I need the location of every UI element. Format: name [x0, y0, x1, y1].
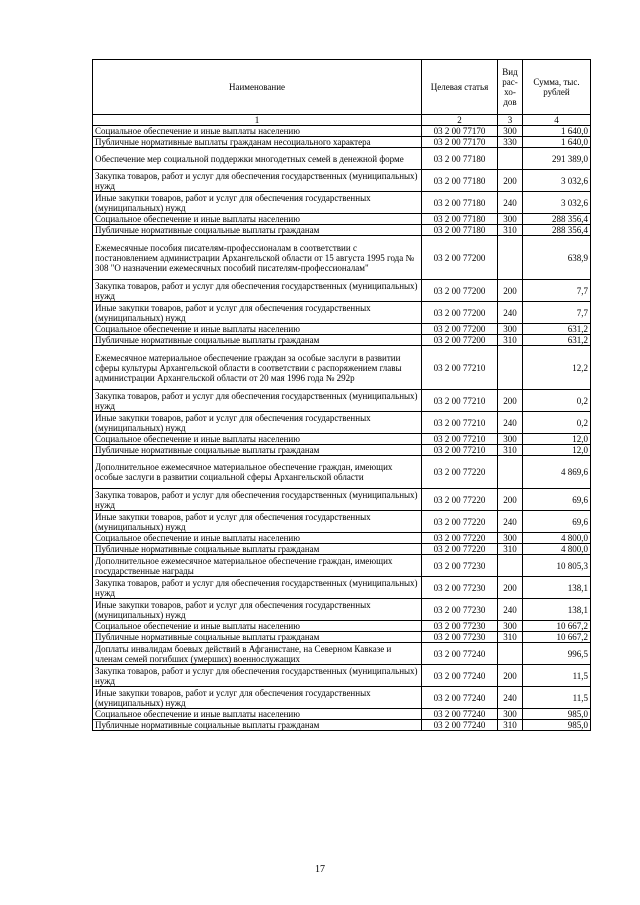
table-row	[93, 709, 591, 720]
table-row	[93, 280, 591, 302]
row-kind	[498, 236, 523, 280]
row-name: Социальное обеспечение и иные выплаты населению	[93, 434, 422, 445]
row-name: Публичные нормативные выплаты гражданам несоциального характера	[93, 137, 422, 148]
row-kind: 240	[498, 599, 523, 621]
row-code: 03 2 00 77210	[422, 346, 498, 390]
row-sum: 4 869,6	[523, 456, 591, 489]
row-code: 03 2 00 77220	[422, 544, 498, 555]
row-code: 03 2 00 77230	[422, 599, 498, 621]
row-sum: 69,6	[523, 511, 591, 533]
row-sum: 985,0	[523, 720, 591, 731]
table-row	[93, 511, 591, 533]
table-row	[93, 390, 591, 412]
row-kind: 300	[498, 214, 523, 225]
row-code: 03 2 00 77170	[422, 137, 498, 148]
row-sum: 7,7	[523, 302, 591, 324]
row-name: Иные закупки товаров, работ и услуг для обеспечения государственных (муниципальных) нужд	[93, 511, 422, 533]
row-name: Социальное обеспечение и иные выплаты населению	[93, 324, 422, 335]
row-kind: 300	[498, 126, 523, 137]
row-sum: 11,5	[523, 687, 591, 709]
row-code: 03 2 00 77240	[422, 643, 498, 665]
row-code: 03 2 00 77220	[422, 489, 498, 511]
row-name: Публичные нормативные социальные выплаты гражданам	[93, 720, 422, 731]
row-kind: 240	[498, 687, 523, 709]
row-code: 03 2 00 77210	[422, 445, 498, 456]
table-row	[93, 665, 591, 687]
row-sum: 138,1	[523, 599, 591, 621]
table-row	[93, 577, 591, 599]
row-code: 03 2 00 77230	[422, 621, 498, 632]
table-row	[93, 544, 591, 555]
table-row	[93, 687, 591, 709]
row-name: Ежемесячное материальное обеспечение граждан за особые заслуги в развитии сферы культуры Архангельской области в соответствии с распоряжением главы администрации Архангельской области от 20 мая 1996 года № 292р	[93, 346, 422, 390]
row-kind	[498, 643, 523, 665]
row-code: 03 2 00 77220	[422, 511, 498, 533]
table-row	[93, 225, 591, 236]
row-kind: 200	[498, 665, 523, 687]
table-row	[93, 324, 591, 335]
row-code: 03 2 00 77240	[422, 709, 498, 720]
table-row	[93, 555, 591, 577]
row-sum: 12,0	[523, 434, 591, 445]
row-sum: 996,5	[523, 643, 591, 665]
row-name: Социальное обеспечение и иные выплаты населению	[93, 709, 422, 720]
row-kind: 310	[498, 445, 523, 456]
row-sum: 291 389,0	[523, 148, 591, 170]
table-row	[93, 214, 591, 225]
table-row	[93, 720, 591, 731]
row-sum: 4 800,0	[523, 533, 591, 544]
row-sum: 3 032,6	[523, 192, 591, 214]
row-code: 03 2 00 77180	[422, 170, 498, 192]
row-code: 03 2 00 77240	[422, 665, 498, 687]
row-code: 03 2 00 77180	[422, 192, 498, 214]
row-kind: 200	[498, 280, 523, 302]
row-code: 03 2 00 77170	[422, 126, 498, 137]
row-name: Закупка товаров, работ и услуг для обеспечения государственных (муниципальных) нужд	[93, 577, 422, 599]
row-kind: 310	[498, 225, 523, 236]
row-sum: 10 667,2	[523, 621, 591, 632]
column-number: 1	[93, 115, 422, 126]
row-kind: 300	[498, 533, 523, 544]
table-row	[93, 445, 591, 456]
header-sum: Сумма, тыс. рублей	[523, 60, 591, 115]
row-code: 03 2 00 77200	[422, 302, 498, 324]
column-number: 2	[422, 115, 498, 126]
row-name: Социальное обеспечение и иные выплаты населению	[93, 126, 422, 137]
row-sum: 0,2	[523, 390, 591, 412]
row-name: Иные закупки товаров, работ и услуг для обеспечения государственных (муниципальных) нужд	[93, 192, 422, 214]
row-name: Публичные нормативные социальные выплаты гражданам	[93, 632, 422, 643]
row-name: Закупка товаров, работ и услуг для обеспечения государственных (муниципальных) нужд	[93, 489, 422, 511]
row-kind: 330	[498, 137, 523, 148]
table-row	[93, 632, 591, 643]
table-row	[93, 137, 591, 148]
row-kind: 300	[498, 709, 523, 720]
row-kind: 240	[498, 511, 523, 533]
row-kind: 300	[498, 324, 523, 335]
row-name: Дополнительное ежемесячное материальное обеспечение граждан, имеющих государственные награды	[93, 555, 422, 577]
table-row	[93, 346, 591, 390]
header-code: Целевая статья	[422, 60, 498, 115]
row-sum: 4 800,0	[523, 544, 591, 555]
page-number: 17	[315, 864, 325, 875]
row-kind: 310	[498, 632, 523, 643]
row-sum: 3 032,6	[523, 170, 591, 192]
row-name: Социальное обеспечение и иные выплаты населению	[93, 533, 422, 544]
row-kind: 310	[498, 544, 523, 555]
row-sum: 12,0	[523, 445, 591, 456]
row-name: Публичные нормативные социальные выплаты гражданам	[93, 544, 422, 555]
row-sum: 638,9	[523, 236, 591, 280]
row-code: 03 2 00 77230	[422, 577, 498, 599]
row-code: 03 2 00 77230	[422, 632, 498, 643]
row-name: Закупка товаров, работ и услуг для обеспечения государственных (муниципальных) нужд	[93, 665, 422, 687]
row-code: 03 2 00 77240	[422, 720, 498, 731]
table-header-row	[93, 60, 591, 115]
column-number: 4	[523, 115, 591, 126]
row-sum: 0,2	[523, 412, 591, 434]
row-sum: 631,2	[523, 335, 591, 346]
row-sum: 288 356,4	[523, 214, 591, 225]
row-code: 03 2 00 77180	[422, 148, 498, 170]
table-row	[93, 434, 591, 445]
table-row	[93, 236, 591, 280]
table-row	[93, 148, 591, 170]
row-kind: 310	[498, 335, 523, 346]
row-code: 03 2 00 77200	[422, 236, 498, 280]
row-kind	[498, 555, 523, 577]
row-sum: 10 805,3	[523, 555, 591, 577]
row-sum: 288 356,4	[523, 225, 591, 236]
row-name: Публичные нормативные социальные выплаты гражданам	[93, 445, 422, 456]
row-sum: 10 667,2	[523, 632, 591, 643]
row-code: 03 2 00 77180	[422, 225, 498, 236]
row-name: Публичные нормативные социальные выплаты гражданам	[93, 335, 422, 346]
row-kind: 240	[498, 302, 523, 324]
table-row	[93, 456, 591, 489]
row-kind: 200	[498, 489, 523, 511]
table-row	[93, 192, 591, 214]
row-code: 03 2 00 77210	[422, 390, 498, 412]
table-row	[93, 335, 591, 346]
header-name: Наименование	[93, 60, 422, 115]
table-row	[93, 643, 591, 665]
row-sum: 1 640,0	[523, 137, 591, 148]
table-row	[93, 533, 591, 544]
row-kind: 200	[498, 170, 523, 192]
row-sum: 985,0	[523, 709, 591, 720]
table-row	[93, 302, 591, 324]
row-sum: 631,2	[523, 324, 591, 335]
row-code: 03 2 00 77220	[422, 533, 498, 544]
row-sum: 11,5	[523, 665, 591, 687]
row-code: 03 2 00 77240	[422, 687, 498, 709]
row-code: 03 2 00 77220	[422, 456, 498, 489]
row-kind: 300	[498, 434, 523, 445]
row-name: Дополнительное ежемесячное материальное обеспечение граждан, имеющих особые заслуги в развитии социальной сферы Архангельской области	[93, 456, 422, 489]
row-kind	[498, 456, 523, 489]
row-kind: 310	[498, 720, 523, 731]
row-name: Доплаты инвалидам боевых действий в Афганистане, на Северном Кавказе и членам семей погибших (умерших) военнослужащих	[93, 643, 422, 665]
row-name: Иные закупки товаров, работ и услуг для обеспечения государственных (муниципальных) нужд	[93, 687, 422, 709]
header-kind: Вид рас-хо-дов	[498, 60, 523, 115]
row-name: Обеспечение мер социальной поддержки многодетных семей в денежной форме	[93, 148, 422, 170]
row-name: Закупка товаров, работ и услуг для обеспечения государственных (муниципальных) нужд	[93, 280, 422, 302]
row-name: Социальное обеспечение и иные выплаты населению	[93, 214, 422, 225]
row-name: Ежемесячные пособия писателям-профессионалам в соответствии с постановлением администрации Архангельской области от 15 августа 1995 года № 308 "О назначении ежемесячных пособий писателям-профессионалам"	[93, 236, 422, 280]
row-code: 03 2 00 77200	[422, 324, 498, 335]
row-name: Публичные нормативные социальные выплаты гражданам	[93, 225, 422, 236]
table-row	[93, 489, 591, 511]
column-numbers-row	[93, 115, 591, 126]
row-sum: 7,7	[523, 280, 591, 302]
row-code: 03 2 00 77210	[422, 434, 498, 445]
column-number: 3	[498, 115, 523, 126]
row-kind: 200	[498, 577, 523, 599]
row-sum: 69,6	[523, 489, 591, 511]
row-kind: 300	[498, 621, 523, 632]
row-code: 03 2 00 77200	[422, 280, 498, 302]
row-name: Иные закупки товаров, работ и услуг для обеспечения государственных (муниципальных) нужд	[93, 412, 422, 434]
row-kind: 240	[498, 412, 523, 434]
row-name: Социальное обеспечение и иные выплаты населению	[93, 621, 422, 632]
row-code: 03 2 00 77230	[422, 555, 498, 577]
table-row	[93, 170, 591, 192]
table-row	[93, 412, 591, 434]
row-kind	[498, 148, 523, 170]
table-row	[93, 621, 591, 632]
row-code: 03 2 00 77210	[422, 412, 498, 434]
row-kind: 200	[498, 390, 523, 412]
row-code: 03 2 00 77180	[422, 214, 498, 225]
row-kind	[498, 346, 523, 390]
row-name: Иные закупки товаров, работ и услуг для обеспечения государственных (муниципальных) нужд	[93, 302, 422, 324]
row-name: Закупка товаров, работ и услуг для обеспечения государственных (муниципальных) нужд	[93, 390, 422, 412]
row-name: Иные закупки товаров, работ и услуг для обеспечения государственных (муниципальных) нужд	[93, 599, 422, 621]
row-sum: 1 640,0	[523, 126, 591, 137]
row-sum: 12,2	[523, 346, 591, 390]
table-row	[93, 599, 591, 621]
budget-table	[92, 59, 591, 731]
row-name: Закупка товаров, работ и услуг для обеспечения государственных (муниципальных) нужд	[93, 170, 422, 192]
row-kind: 240	[498, 192, 523, 214]
row-code: 03 2 00 77200	[422, 335, 498, 346]
table-row	[93, 126, 591, 137]
row-sum: 138,1	[523, 577, 591, 599]
